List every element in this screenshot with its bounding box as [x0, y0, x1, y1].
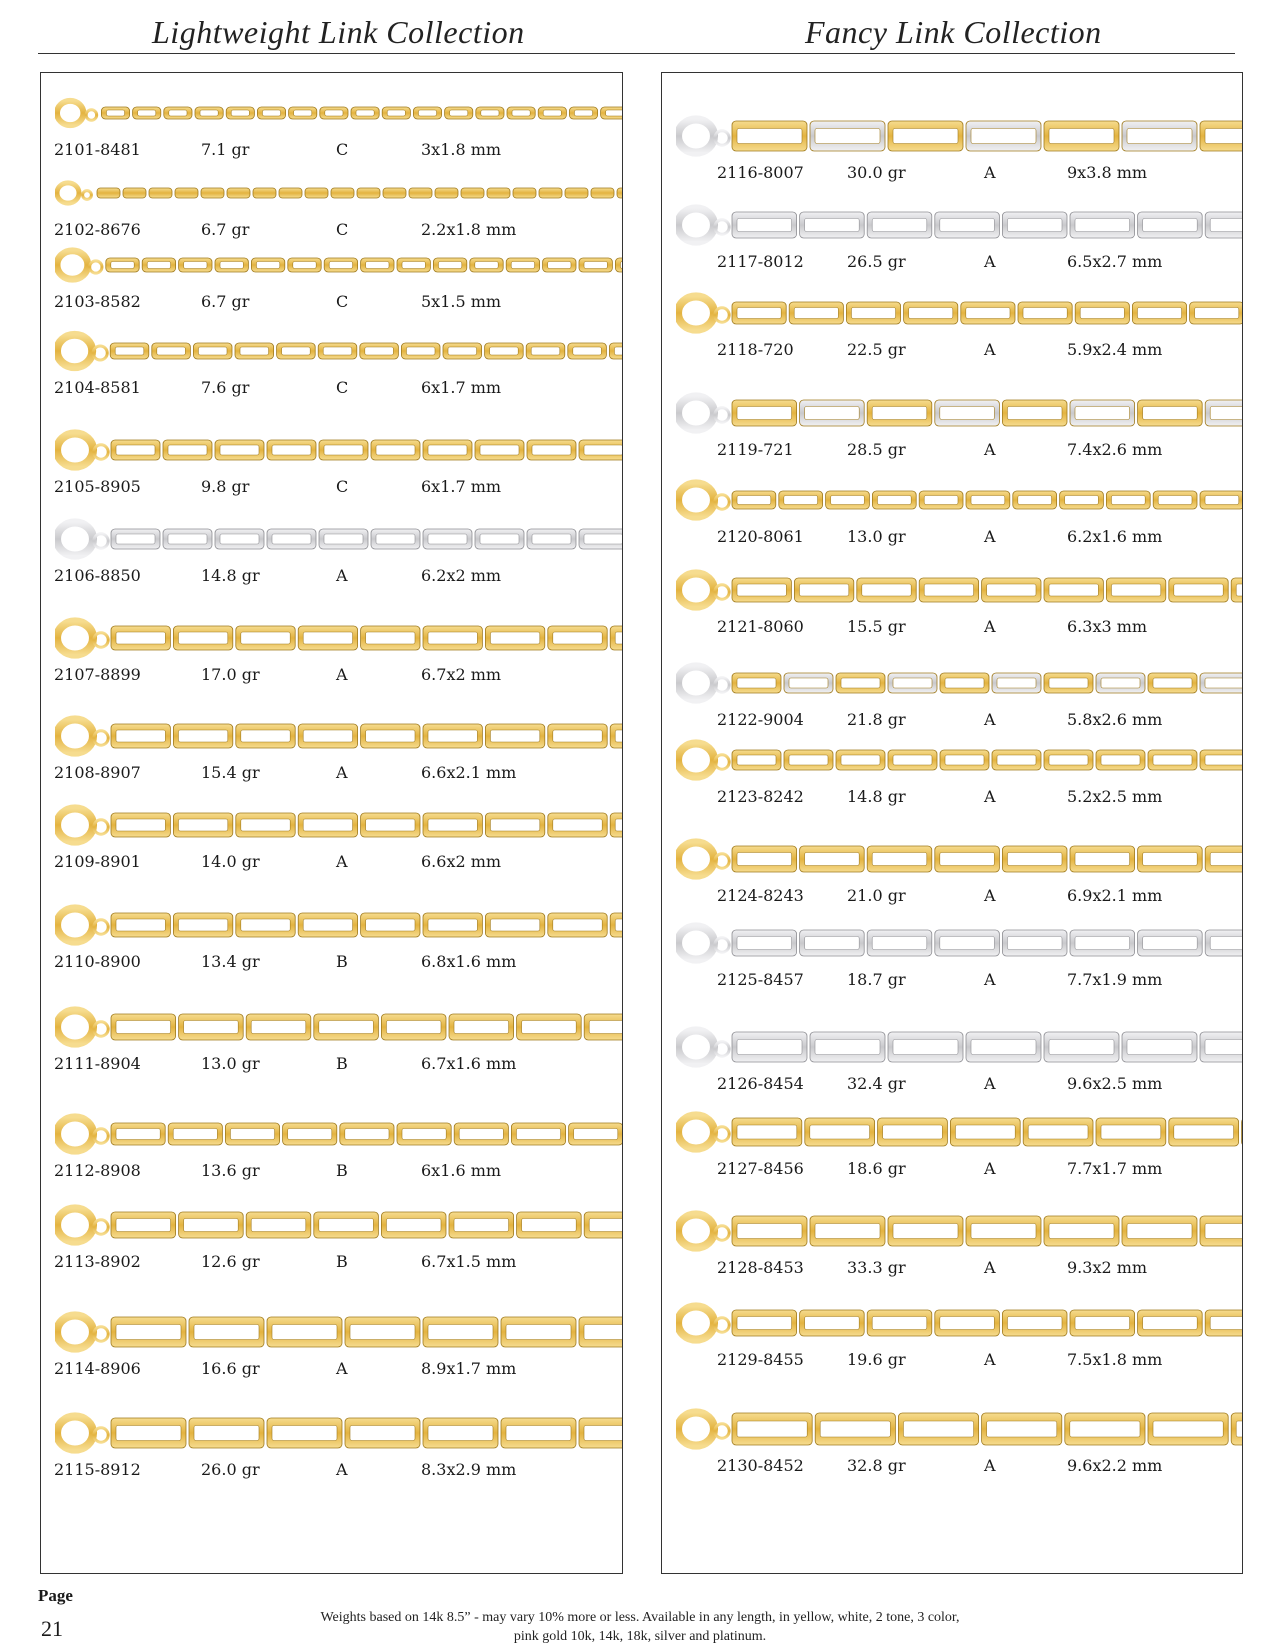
- item-grade: A: [984, 440, 996, 459]
- bracelet-image: [55, 1112, 622, 1156]
- item-grade: A: [984, 886, 996, 905]
- item-number: 2104-8581: [54, 378, 141, 397]
- item-size: 6.2x2 mm: [421, 566, 502, 585]
- item-number: 2130-8452: [717, 1456, 804, 1475]
- clasp-icon: [57, 621, 93, 654]
- bracelet-photo: [676, 1407, 1242, 1447]
- item-grade: A: [984, 1074, 996, 1093]
- bracelet-image: [55, 1411, 622, 1455]
- bracelet-photo: [676, 738, 1242, 778]
- item-weight: 17.0 gr: [201, 665, 260, 684]
- bracelet-image: [55, 903, 622, 947]
- bracelet-photo: [676, 114, 1242, 154]
- left-collection-title: Lightweight Link Collection: [152, 14, 525, 50]
- item-number: 2128-8453: [717, 1258, 804, 1277]
- item-number: 2110-8900: [54, 952, 141, 971]
- bracelet-photo: [55, 1203, 622, 1243]
- bracelet-photo: [55, 171, 622, 211]
- item-grade: A: [984, 340, 996, 359]
- item-grade: A: [336, 852, 348, 871]
- item-weight: 14.8 gr: [847, 787, 906, 806]
- clasp-icon: [678, 842, 714, 875]
- item-grade: B: [336, 1054, 348, 1073]
- item-size: 7.4x2.6 mm: [1067, 440, 1163, 459]
- item-grade: A: [984, 710, 996, 729]
- clasp-icon: [57, 101, 83, 125]
- item-size: 6.3x3 mm: [1067, 617, 1148, 636]
- item-grade: A: [336, 763, 348, 782]
- item-weight: 30.0 gr: [847, 163, 906, 182]
- item-weight: 26.5 gr: [847, 252, 906, 271]
- item-number: 2126-8454: [717, 1074, 804, 1093]
- clasp-icon: [678, 573, 714, 606]
- item-size: 9.6x2.2 mm: [1067, 1456, 1163, 1475]
- clasp-icon: [57, 719, 93, 752]
- clasp-icon: [678, 743, 714, 776]
- item-number: 2105-8905: [54, 477, 141, 496]
- item-grade: A: [336, 1460, 348, 1479]
- item-grade: A: [336, 665, 348, 684]
- item-number: 2121-8060: [717, 617, 804, 636]
- bracelet-image: [55, 91, 622, 135]
- item-weight: 18.6 gr: [847, 1159, 906, 1178]
- item-grade: A: [984, 527, 996, 546]
- item-number: 2102-8676: [54, 220, 141, 239]
- item-weight: 33.3 gr: [847, 1258, 906, 1277]
- clasp-icon: [57, 1315, 93, 1348]
- clasp-icon: [57, 908, 93, 941]
- item-size: 6.6x2.1 mm: [421, 763, 517, 782]
- bracelet-image: [55, 428, 622, 472]
- bracelet-image: [55, 171, 622, 215]
- item-number: 2122-9004: [717, 710, 804, 729]
- item-number: 2125-8457: [717, 970, 804, 989]
- bracelet-image: [55, 243, 622, 287]
- item-number: 2101-8481: [54, 140, 141, 159]
- item-size: 8.9x1.7 mm: [421, 1359, 517, 1378]
- item-number: 2115-8912: [54, 1460, 141, 1479]
- clasp-icon: [57, 1117, 93, 1150]
- clasp-icon: [57, 251, 88, 279]
- item-grade: C: [336, 292, 349, 311]
- item-grade: A: [984, 617, 996, 636]
- clasp-icon: [57, 1208, 93, 1241]
- bracelet-photo: [55, 903, 622, 943]
- bracelet-image: [676, 1025, 1242, 1069]
- item-grade: C: [336, 140, 349, 159]
- item-weight: 13.4 gr: [201, 952, 260, 971]
- item-weight: 14.0 gr: [201, 852, 260, 871]
- bracelet-photo: [55, 428, 622, 468]
- item-number: 2123-8242: [717, 787, 804, 806]
- item-size: 6.9x2.1 mm: [1067, 886, 1163, 905]
- item-weight: 14.8 gr: [201, 566, 260, 585]
- footer-line-1: Weights based on 14k 8.5” - may vary 10% more or less. Available in any length, in yellow, white, 2 tone, 3 color,: [320, 1610, 960, 1625]
- item-weight: 19.6 gr: [847, 1350, 906, 1369]
- item-number: 2124-8243: [717, 886, 804, 905]
- bracelet-photo: [55, 91, 622, 131]
- page-label: Page: [38, 1586, 73, 1605]
- item-size: 6x1.6 mm: [421, 1161, 502, 1180]
- item-size: 3x1.8 mm: [421, 140, 502, 159]
- item-number: 2108-8907: [54, 763, 141, 782]
- bracelet-photo: [676, 1110, 1242, 1150]
- bracelet-image: [55, 714, 622, 758]
- bracelet-image: [55, 1005, 622, 1049]
- bracelet-image: [55, 329, 622, 373]
- item-grade: A: [984, 1350, 996, 1369]
- bracelet-image: [676, 478, 1242, 522]
- item-weight: 6.7 gr: [201, 292, 250, 311]
- item-grade: A: [984, 1159, 996, 1178]
- bracelet-photo: [676, 1301, 1242, 1341]
- item-weight: 21.8 gr: [847, 710, 906, 729]
- item-grade: C: [336, 220, 349, 239]
- clasp-icon: [678, 1030, 714, 1063]
- item-weight: 13.6 gr: [201, 1161, 260, 1180]
- bracelet-photo: [55, 1310, 622, 1350]
- item-number: 2127-8456: [717, 1159, 804, 1178]
- bracelet-image: [676, 1301, 1242, 1345]
- item-size: 6x1.7 mm: [421, 477, 502, 496]
- clasp-icon: [678, 1412, 714, 1445]
- item-number: 2120-8061: [717, 527, 804, 546]
- clasp-icon: [57, 808, 93, 841]
- item-number: 2109-8901: [54, 852, 141, 871]
- item-grade: A: [984, 252, 996, 271]
- fancy-link-panel: [661, 72, 1243, 1574]
- clasp-icon: [57, 183, 79, 203]
- item-size: 6.8x1.6 mm: [421, 952, 517, 971]
- item-number: 2117-8012: [717, 252, 804, 271]
- item-number: 2116-8007: [717, 163, 804, 182]
- bracelet-photo: [676, 203, 1242, 243]
- bracelet-image: [676, 568, 1242, 612]
- item-size: 6x1.7 mm: [421, 378, 502, 397]
- item-size: 5x1.5 mm: [421, 292, 502, 311]
- item-grade: B: [336, 952, 348, 971]
- item-number: 2129-8455: [717, 1350, 804, 1369]
- bracelet-photo: [55, 1112, 622, 1152]
- item-weight: 32.8 gr: [847, 1456, 906, 1475]
- item-weight: 6.7 gr: [201, 220, 250, 239]
- item-grade: C: [336, 477, 349, 496]
- bracelet-photo: [55, 517, 622, 557]
- item-number: 2112-8908: [54, 1161, 141, 1180]
- bracelet-image: [55, 517, 622, 561]
- item-size: 7.7x1.7 mm: [1067, 1159, 1163, 1178]
- clasp-icon: [57, 433, 93, 466]
- item-grade: A: [984, 1258, 996, 1277]
- bracelet-image: [55, 1310, 622, 1354]
- item-number: 2113-8902: [54, 1252, 141, 1271]
- bracelet-photo: [55, 803, 622, 843]
- item-size: 9x3.8 mm: [1067, 163, 1148, 182]
- bracelet-photo: [55, 714, 622, 754]
- item-size: 5.8x2.6 mm: [1067, 710, 1163, 729]
- item-grade: A: [336, 1359, 348, 1378]
- item-size: 5.2x2.5 mm: [1067, 787, 1163, 806]
- bracelet-photo: [676, 568, 1242, 608]
- clasp-icon: [678, 296, 714, 329]
- bracelet-photo: [55, 616, 622, 656]
- item-weight: 16.6 gr: [201, 1359, 260, 1378]
- footer-line-2: pink gold 10k, 14k, 18k, silver and platinum.: [513, 1629, 767, 1644]
- item-grade: A: [984, 970, 996, 989]
- item-grade: A: [984, 1456, 996, 1475]
- header-rule: [38, 53, 1235, 54]
- clasp-icon: [678, 926, 714, 959]
- item-weight: 7.1 gr: [201, 140, 250, 159]
- bracelet-image: [676, 837, 1242, 881]
- bracelet-photo: [676, 661, 1242, 701]
- bracelet-photo: [55, 1005, 622, 1045]
- item-weight: 26.0 gr: [201, 1460, 260, 1479]
- clasp-icon: [57, 522, 93, 555]
- item-weight: 22.5 gr: [847, 340, 906, 359]
- bracelet-image: [676, 391, 1242, 435]
- bracelet-photo: [676, 921, 1242, 961]
- bracelet-photo: [676, 291, 1242, 331]
- item-size: 7.5x1.8 mm: [1067, 1350, 1163, 1369]
- item-grade: A: [984, 163, 996, 182]
- bracelet-photo: [55, 1411, 622, 1451]
- item-weight: 13.0 gr: [201, 1054, 260, 1073]
- bracelet-image: [676, 203, 1242, 247]
- bracelet-image: [55, 616, 622, 660]
- page-number: 21: [41, 1616, 63, 1641]
- bracelet-image: [676, 291, 1242, 335]
- clasp-icon: [678, 1115, 714, 1148]
- item-weight: 15.5 gr: [847, 617, 906, 636]
- item-number: 2106-8850: [54, 566, 141, 585]
- bracelet-image: [676, 1407, 1242, 1451]
- clasp-icon: [678, 396, 714, 429]
- item-size: 6.7x1.6 mm: [421, 1054, 517, 1073]
- item-size: 2.2x1.8 mm: [421, 220, 517, 239]
- item-size: 6.7x1.5 mm: [421, 1252, 517, 1271]
- item-weight: 12.6 gr: [201, 1252, 260, 1271]
- item-size: 6.7x2 mm: [421, 665, 502, 684]
- bracelet-image: [676, 921, 1242, 965]
- item-grade: A: [984, 787, 996, 806]
- bracelet-image: [55, 1203, 622, 1247]
- item-number: 2103-8582: [54, 292, 141, 311]
- clasp-icon: [678, 666, 714, 699]
- item-weight: 13.0 gr: [847, 527, 906, 546]
- item-weight: 18.7 gr: [847, 970, 906, 989]
- bracelet-image: [676, 114, 1242, 158]
- clasp-icon: [57, 1010, 93, 1043]
- item-number: 2114-8906: [54, 1359, 141, 1378]
- item-grade: C: [336, 378, 349, 397]
- footer-note: [250, 1608, 1030, 1646]
- item-size: 5.9x2.4 mm: [1067, 340, 1163, 359]
- bracelet-photo: [676, 391, 1242, 431]
- right-collection-title: Fancy Link Collection: [805, 14, 1102, 50]
- item-weight: 28.5 gr: [847, 440, 906, 459]
- item-weight: 32.4 gr: [847, 1074, 906, 1093]
- item-weight: 15.4 gr: [201, 763, 260, 782]
- clasp-icon: [678, 208, 714, 241]
- bracelet-image: [55, 803, 622, 847]
- bracelet-photo: [676, 478, 1242, 518]
- item-size: 9.6x2.5 mm: [1067, 1074, 1163, 1093]
- item-number: 2111-8904: [54, 1054, 141, 1073]
- item-size: 7.7x1.9 mm: [1067, 970, 1163, 989]
- item-grade: B: [336, 1161, 348, 1180]
- bracelet-photo: [676, 1209, 1242, 1249]
- item-number: 2107-8899: [54, 665, 141, 684]
- clasp-icon: [678, 483, 714, 516]
- item-grade: B: [336, 1252, 348, 1271]
- clasp-icon: [678, 1306, 714, 1339]
- bracelet-image: [676, 661, 1242, 705]
- item-size: 6.2x1.6 mm: [1067, 527, 1163, 546]
- item-size: 6.6x2 mm: [421, 852, 502, 871]
- item-size: 6.5x2.7 mm: [1067, 252, 1163, 271]
- clasp-icon: [678, 1214, 714, 1247]
- item-weight: 21.0 gr: [847, 886, 906, 905]
- bracelet-photo: [676, 837, 1242, 877]
- item-number: 2119-721: [717, 440, 794, 459]
- item-weight: 9.8 gr: [201, 477, 250, 496]
- lightweight-link-panel: [40, 72, 623, 1574]
- clasp-icon: [57, 1416, 93, 1449]
- bracelet-image: [676, 1209, 1242, 1253]
- item-size: 8.3x2.9 mm: [421, 1460, 517, 1479]
- item-grade: A: [336, 566, 348, 585]
- item-number: 2118-720: [717, 340, 794, 359]
- item-size: 9.3x2 mm: [1067, 1258, 1148, 1277]
- bracelet-image: [676, 1110, 1242, 1154]
- clasp-icon: [57, 335, 92, 367]
- item-weight: 7.6 gr: [201, 378, 250, 397]
- bracelet-image: [676, 738, 1242, 782]
- bracelet-photo: [676, 1025, 1242, 1065]
- bracelet-photo: [55, 329, 622, 369]
- bracelet-photo: [55, 243, 622, 283]
- clasp-icon: [678, 119, 714, 152]
